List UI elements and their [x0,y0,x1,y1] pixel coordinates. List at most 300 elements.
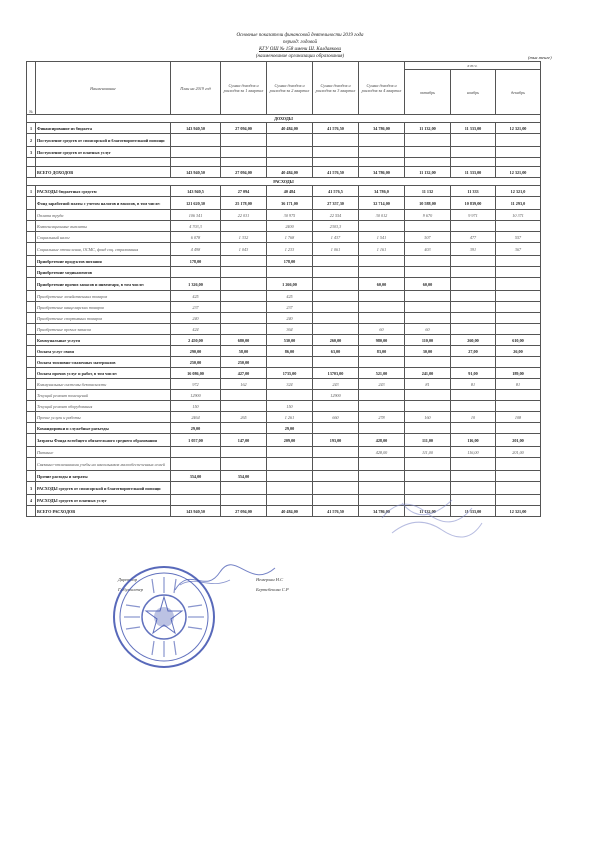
cell-n [27,357,36,368]
cell-q1 [221,401,267,412]
cell-oct: 10 588,00 [405,197,451,210]
cell-plan: 290,00 [171,346,221,357]
accountant-label: Гл.бухгалтер [118,587,144,592]
cell-q2: 1 768 [267,232,313,243]
cell-n: 1 [27,186,36,197]
cell-dec: 11 293,0 [496,197,541,210]
income-section-header-label: ДОХОДЫ [27,115,541,123]
cell-q4: 521,00 [359,368,405,379]
cell-q3: 41 576,50 [313,506,359,517]
cell-q2 [267,158,313,167]
cell-q3: 13703,00 [313,368,359,379]
cell-plan: 237 [171,302,221,313]
cell-q2: 209,00 [267,434,313,447]
cell-q1 [221,256,267,267]
cell-dec [496,471,541,482]
cell-q1: 27 094 [221,186,267,197]
cell-n: 2 [27,134,36,147]
expense-row [27,256,541,267]
expense-row [27,243,541,256]
cell-q1 [221,458,267,471]
cell-q3 [313,267,359,278]
cell-q4: 980,00 [359,335,405,346]
expense-row [27,458,541,471]
cell-oct [405,401,451,412]
signature-scribble-icon [170,560,280,600]
cell-q1: 680,00 [221,335,267,346]
cell-q2 [267,357,313,368]
cell-dec: 81 [496,379,541,390]
units-label: (тыс.тенге) [528,55,552,60]
cell-q3 [313,423,359,434]
cell-n [27,447,36,458]
expense-row [27,232,541,243]
cell-oct [405,471,451,482]
cell-q2: 40 484,00 [267,123,313,134]
cell-q4 [359,401,405,412]
cell-nov [451,291,496,302]
cell-oct [405,458,451,471]
cell-q1: 27 094,00 [221,506,267,517]
cell-q3 [313,158,359,167]
cell-oct [405,158,451,167]
cell-name: Оплата труда [36,210,171,221]
cell-n [27,390,36,401]
cell-oct: 11 132,00 [405,506,451,517]
cell-q2 [267,134,313,147]
cell-q4 [359,134,405,147]
cell-q3: 2303,3 [313,221,359,232]
cell-oct: 11 132,00 [405,123,451,134]
ink-smudge-icon [372,488,492,548]
cell-q2 [267,471,313,482]
cell-plan: 1 057,00 [171,434,221,447]
finance-table [26,61,541,517]
cell-dec: 201,00 [496,434,541,447]
cell-nov: 391 [451,243,496,256]
expense-row [27,412,541,423]
cell-q1: 147,00 [221,434,267,447]
cell-nov [451,221,496,232]
cell-dec: 12 321,00 [496,123,541,134]
cell-n [27,291,36,302]
cell-q1 [221,324,267,335]
cell-oct [405,147,451,158]
cell-q2: 40 484,00 [267,167,313,178]
cell-q3 [313,447,359,458]
cell-oct [405,267,451,278]
expense-row [27,335,541,346]
cell-oct [405,423,451,434]
cell-nov: 81 [451,379,496,390]
expense-row [27,346,541,357]
cell-q1: 354,00 [221,471,267,482]
cell-q2: 2400 [267,221,313,232]
cell-q1: 1 332 [221,232,267,243]
accountant-name: Бертсбекова С.Р [256,587,289,592]
expense-row [27,357,541,368]
cell-dec [496,390,541,401]
cell-n [27,423,36,434]
cell-q3: 660 [313,412,359,423]
cell-nov [451,471,496,482]
cell-name: Текущий ремонт помещений [36,390,171,401]
cell-dec: 610,00 [496,335,541,346]
cell-q4: 30 012 [359,210,405,221]
cell-dec: 557 [496,232,541,243]
cell-q3: 41 576,5 [313,186,359,197]
cell-n [27,267,36,278]
cell-q3: 1 061 [313,243,359,256]
cell-name: Поступление средств от спонсорской и благотворительной помощи [36,134,171,147]
table-header-row-1 [27,62,541,70]
cell-name [36,158,171,167]
cell-oct: 60 [405,324,451,335]
cell-name: ВСЕГО ДОХОДОВ [36,167,171,178]
cell-plan: 425 [171,291,221,302]
cell-dec: 367 [496,243,541,256]
cell-q3: 41 576,50 [313,167,359,178]
cell-n [27,458,36,471]
cell-q4 [359,291,405,302]
cell-q2: 178,00 [267,256,313,267]
cell-n [27,471,36,482]
cell-nov [451,324,496,335]
col-q2-header: Сумма доходов и расходов за 2 квартал [267,62,313,115]
cell-nov: 11 333 [451,186,496,197]
cell-name: Поступление средств от платных услуг [36,147,171,158]
cell-oct: 11 132 [405,186,451,197]
cell-n [27,210,36,221]
cell-dec: 189,00 [496,368,541,379]
col-q3-header: Сумма доходов и расходов за 3 квартал [313,62,359,115]
cell-nov [451,423,496,434]
cell-plan: 12900 [171,390,221,401]
expense-row [27,434,541,447]
cell-q4 [359,471,405,482]
cell-q2: 324 [267,379,313,390]
cell-q2 [267,458,313,471]
director-name: Немерхан Н.С [256,577,284,582]
cell-n [27,243,36,256]
cell-plan: 250,00 [171,357,221,368]
cell-q3 [313,256,359,267]
cell-q4 [359,158,405,167]
cell-q3 [313,291,359,302]
cell-q1: 27 094,00 [221,167,267,178]
expense-row [27,401,541,412]
cell-plan: 143 940,50 [171,123,221,134]
expense-section-header-label: РАСХОДЫ [27,178,541,186]
cell-q1 [221,313,267,324]
cell-oct: 241,00 [405,368,451,379]
cell-oct: 111,00 [405,447,451,458]
cell-plan: 972 [171,379,221,390]
cell-dec [496,458,541,471]
cell-q4 [359,267,405,278]
cell-name: Текущий ремонт оборудования [36,401,171,412]
expense-row [27,302,541,313]
cell-q2: 40 484,00 [267,506,313,517]
cell-dec [496,291,541,302]
cell-nov [451,147,496,158]
cell-plan: 4 498 [171,243,221,256]
cell-plan: 29,00 [171,423,221,434]
col-q1-header: Сумма доходов и расходов за 1 квартал [221,62,267,115]
cell-name: Финансирование из бюджета [36,123,171,134]
cell-dec [496,267,541,278]
expense-row [27,313,541,324]
cell-q4: 83,00 [359,346,405,357]
cell-q2: 30 975 [267,210,313,221]
cell-nov [451,278,496,291]
cell-dec [496,495,541,506]
cell-oct: 111,00 [405,434,451,447]
cell-oct [405,291,451,302]
cell-nov [451,357,496,368]
expense-row [27,278,541,291]
cell-n [27,256,36,267]
cell-plan: 4 703,3 [171,221,221,232]
cell-nov [451,134,496,147]
cell-q4 [359,313,405,324]
cell-name: Приобретение хозяйственных товаров [36,291,171,302]
expense-row [27,447,541,458]
cell-q3: 41 576,50 [313,123,359,134]
cell-q3: 12900 [313,390,359,401]
expense-row [27,221,541,232]
cell-dec [496,147,541,158]
cell-q3 [313,357,359,368]
cell-nov: 10 [451,412,496,423]
col-name-header: Наименование [36,62,171,115]
cell-q2: 1 266,00 [267,278,313,291]
cell-plan: 150 [171,401,221,412]
cell-q3 [313,458,359,471]
col-oct-header: октябрь [405,70,451,115]
cell-q3: 243 [313,379,359,390]
col-nov-header: ноябрь [451,70,496,115]
cell-oct: 403 [405,243,451,256]
income-row [27,123,541,134]
cell-oct [405,221,451,232]
cell-q1 [221,147,267,158]
cell-n [27,412,36,423]
cell-q4 [359,147,405,158]
cell-nov: 91,00 [451,368,496,379]
cell-q4: 34 786,00 [359,167,405,178]
cell-q3: 1 437 [313,232,359,243]
cell-q4 [359,221,405,232]
col-dec-header: декабрь [496,70,541,115]
cell-q4 [359,390,405,401]
cell-name: Затраты Фонда всеобщего обязательного среднего образования [36,434,171,447]
cell-dec: 12 321,0 [496,186,541,197]
cell-q1 [221,134,267,147]
cell-q2 [267,495,313,506]
director-label: Директор [118,577,138,582]
cell-q4: 1 161 [359,243,405,256]
cell-dec [496,423,541,434]
cell-q4 [359,423,405,434]
cell-plan [171,147,221,158]
cell-nov: 9 971 [451,210,496,221]
cell-name: Приобретение прочих запасов [36,324,171,335]
cell-n [27,379,36,390]
cell-nov [451,267,496,278]
cell-nov: 11 333,00 [451,167,496,178]
cell-q2: 364 [267,324,313,335]
income-row [27,134,541,147]
cell-q2: 29,00 [267,423,313,434]
cell-oct: 9 670 [405,210,451,221]
cell-name: Оплата топливно-смазочных материалов [36,357,171,368]
cell-q2 [267,147,313,158]
cell-nov [451,158,496,167]
cell-q4: 32 714,00 [359,197,405,210]
report-title: Основные показатели финансовой деятельности 2019 года [236,33,364,38]
cell-plan [171,267,221,278]
cell-q1 [221,390,267,401]
cell-q3 [313,471,359,482]
cell-n [27,197,36,210]
cell-q1: 265 [221,412,267,423]
col-group-header: в т.ч. [405,62,541,70]
cell-oct: 60,00 [405,278,451,291]
cell-q2: 1 261 [267,412,313,423]
cell-nov: 11 333,00 [451,123,496,134]
cell-q4: 278 [359,412,405,423]
expense-section-header [27,178,541,186]
cell-q4: 34 786,00 [359,123,405,134]
cell-plan: 143 940,5 [171,186,221,197]
cell-oct [405,256,451,267]
cell-q3: 260,00 [313,335,359,346]
cell-dec [496,401,541,412]
cell-n [27,506,36,517]
expense-row [27,324,541,335]
cell-q3: 27 357,30 [313,197,359,210]
expense-row [27,368,541,379]
cell-oct: 110,00 [405,335,451,346]
cell-plan: 424 [171,324,221,335]
cell-q2: 40 484 [267,186,313,197]
cell-q3 [313,313,359,324]
cell-q4: 34 786,0 [359,186,405,197]
cell-q4: 60 [359,324,405,335]
cell-name: РАСХОДЫ средств от платных услуг [36,495,171,506]
cell-q2: 86,00 [267,346,313,357]
cell-name: Приобретение продуктов питания [36,256,171,267]
cell-q3 [313,147,359,158]
cell-name: Приобретение канцелярских товаров [36,302,171,313]
cell-n [27,401,36,412]
cell-plan: 106 341 [171,210,221,221]
cell-plan [171,482,221,495]
cell-plan [171,458,221,471]
cell-name: РАСХОДЫ средств от спонсорской и благотворительной помощи [36,482,171,495]
expense-row [27,390,541,401]
cell-n: 3 [27,482,36,495]
cell-q2: 530,00 [267,335,313,346]
cell-n [27,324,36,335]
income-row [27,167,541,178]
cell-name: Оплата прочих услуг и работ, в том числе: [36,368,171,379]
expense-row [27,267,541,278]
income-row [27,158,541,167]
cell-plan: 354,00 [171,471,221,482]
cell-n [27,221,36,232]
cell-dec: 12 321,00 [496,506,541,517]
cell-dec [496,324,541,335]
cell-nov: 116,00 [451,447,496,458]
cell-q1 [221,447,267,458]
cell-nov [451,458,496,471]
expense-row [27,197,541,210]
cell-q2: 150 [267,401,313,412]
cell-q4 [359,458,405,471]
cell-dec [496,134,541,147]
cell-name: Питание [36,447,171,458]
expense-row [27,471,541,482]
cell-dec: 10 371 [496,210,541,221]
cell-dec [496,482,541,495]
cell-name: Коммунальные системы безопасности [36,379,171,390]
cell-q1 [221,291,267,302]
cell-q2: 240 [267,313,313,324]
cell-name: Коммунальные услуги [36,335,171,346]
cell-q1 [221,495,267,506]
col-plan-header: План на 2019 год [171,62,221,115]
cell-q2: 36 171,00 [267,197,313,210]
cell-q4: 60,00 [359,278,405,291]
income-row [27,147,541,158]
cell-oct [405,313,451,324]
cell-name: Компенсационные выплаты [36,221,171,232]
cell-q1: 58,00 [221,346,267,357]
cell-q3 [313,278,359,291]
cell-q1 [221,267,267,278]
cell-name: Приобретение прочих запасов и инвентаря, в том числе: [36,278,171,291]
cell-q2: 1 233 [267,243,313,256]
cell-dec [496,313,541,324]
cell-n [27,302,36,313]
cell-plan: 16 086,00 [171,368,221,379]
cell-q4: 1 541 [359,232,405,243]
cell-q2 [267,482,313,495]
cell-q2: 237 [267,302,313,313]
cell-nov [451,401,496,412]
cell-dec: 26,00 [496,346,541,357]
cell-plan [171,158,221,167]
cell-dec [496,221,541,232]
cell-name: Командировки и служебные разъезды [36,423,171,434]
cell-oct [405,357,451,368]
cell-q1 [221,482,267,495]
cell-plan: 2 450,00 [171,335,221,346]
cell-oct: 30,00 [405,346,451,357]
cell-plan: 6 078 [171,232,221,243]
cell-n: 3 [27,147,36,158]
cell-q4 [359,302,405,313]
cell-q4: 243 [359,379,405,390]
cell-nov: 27,00 [451,346,496,357]
col-q4-header: Сумма доходов и расходов за 4 квартал [359,62,405,115]
cell-nov: 116,00 [451,434,496,447]
cell-q4 [359,357,405,368]
cell-name: Связанно-отличниками учебы на шкоольников малообеспеченных семей [36,458,171,471]
cell-name: Социальные отчисления, ОСМС, фонд соц. страхования [36,243,171,256]
